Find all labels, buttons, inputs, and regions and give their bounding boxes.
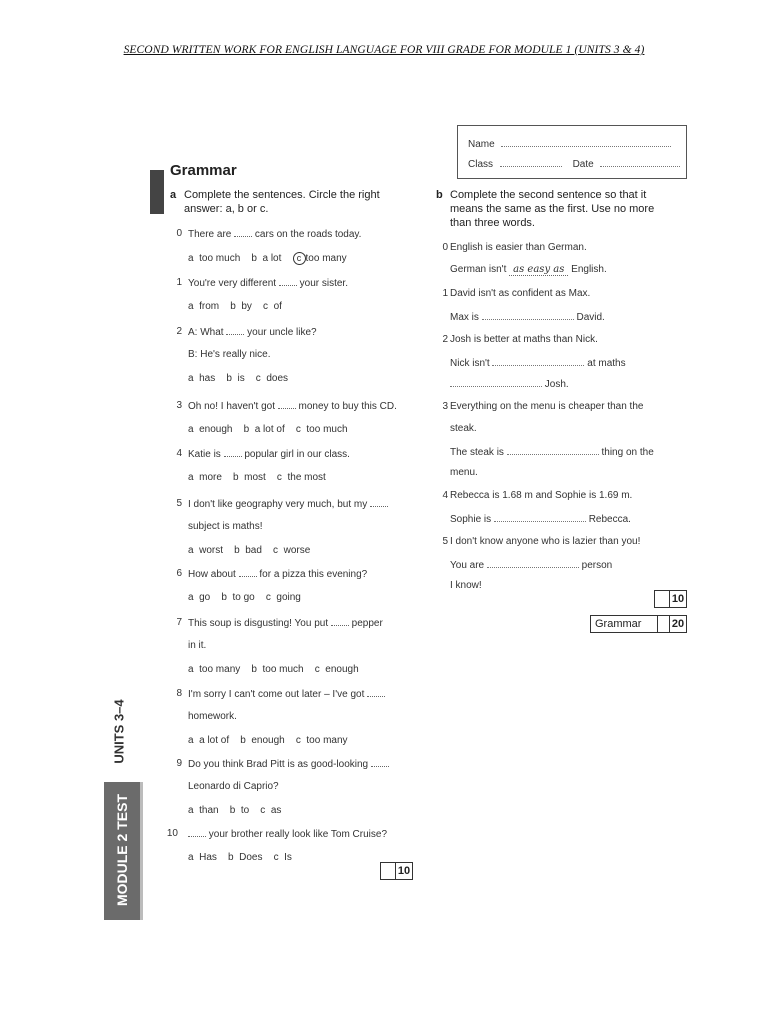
answer-prefix: Nick isn't xyxy=(450,358,490,369)
answer-blank[interactable] xyxy=(482,310,574,320)
answer-suffix: person xyxy=(581,560,613,571)
answer-suffix: at maths xyxy=(587,358,626,369)
answer-suffix: David. xyxy=(576,312,605,323)
question-text xyxy=(188,498,388,510)
question-text-after-blank: cars on the roads today. xyxy=(254,229,362,240)
answer-blank xyxy=(224,448,242,457)
part-a-score-blank[interactable] xyxy=(380,862,396,880)
answer-options[interactable] xyxy=(188,373,288,384)
question-number: 5 xyxy=(176,498,182,509)
units-tab xyxy=(108,690,130,780)
question-number: 8 xyxy=(176,688,182,699)
question-answer-line xyxy=(450,558,612,571)
question-text xyxy=(188,400,397,412)
part-b-instruction-line2: means the same as the first. Use no more xyxy=(450,203,655,215)
answer-continuation: I know! xyxy=(450,580,482,591)
part-b-score-blank[interactable] xyxy=(654,590,670,608)
answer-options-text: a Has b Does c Is xyxy=(188,852,292,863)
question-text-continued: homework. xyxy=(188,711,237,722)
question-text xyxy=(188,828,387,840)
module-tab-edge xyxy=(140,782,143,920)
part-b-instruction xyxy=(436,188,654,230)
question-number: 2 xyxy=(176,326,182,337)
question-text-continued: subject is maths! xyxy=(188,521,263,532)
answer-blank xyxy=(226,326,244,335)
answer-blank xyxy=(370,498,388,507)
answer-blank xyxy=(279,277,297,286)
question-number: 6 xyxy=(176,568,182,579)
answer-options[interactable] xyxy=(188,472,326,483)
section-number xyxy=(142,163,164,211)
question-text-before-blank: Katie is xyxy=(188,449,221,460)
answer-prefix: German isn't xyxy=(450,264,507,275)
question-text: English is easier than German. xyxy=(450,242,587,253)
question-text xyxy=(188,568,367,580)
answer-prefix: Sophie is xyxy=(450,514,492,525)
question-text-before-blank: There are xyxy=(188,229,232,240)
question-text-after-blank: for a pizza this evening? xyxy=(259,569,368,580)
part-a-letter: a xyxy=(170,189,177,201)
question-number: 7 xyxy=(176,617,182,628)
question-number: 10 xyxy=(166,828,178,839)
answer-options[interactable] xyxy=(188,805,281,816)
answer-suffix: Rebecca. xyxy=(588,514,631,525)
answer-prefix: You are xyxy=(450,560,485,571)
question-text: David isn't as confident as Max. xyxy=(450,288,591,299)
answer-options-text: a too much b a lot xyxy=(188,253,282,264)
answer-blank[interactable] xyxy=(450,377,542,387)
question-text-after-blank: pepper xyxy=(351,618,383,629)
question-number: 3 xyxy=(442,401,448,412)
units-label: UNITS 3–4 xyxy=(111,699,127,764)
question-text-before-blank: I'm sorry I can't come out later – I've got xyxy=(188,689,365,700)
question-text-after-blank: your uncle like? xyxy=(247,327,317,338)
answer-blank xyxy=(239,568,257,577)
question-text-after-blank: your brother really look like Tom Cruise? xyxy=(208,829,388,840)
answer-options-text: a than b to c as xyxy=(188,805,282,816)
question-number: 9 xyxy=(176,758,182,769)
question-text xyxy=(188,758,389,770)
name-row xyxy=(468,137,671,150)
answer-options[interactable] xyxy=(188,301,282,312)
question-text xyxy=(188,228,361,240)
name-field[interactable] xyxy=(501,137,671,147)
answer-blank xyxy=(331,617,349,626)
answer-continuation: Josh. xyxy=(544,379,569,390)
answer-options-text: a a lot of b enough c too many xyxy=(188,735,348,746)
answer-options-text: a worst b bad c worse xyxy=(188,545,311,556)
part-b-instruction-line3: than three words. xyxy=(450,217,535,229)
answer-prefix: Max is xyxy=(450,312,479,323)
answer-continuation: menu. xyxy=(450,467,478,478)
circled-answer-text: too many xyxy=(305,253,347,264)
question-text-before-blank: Do you think Brad Pitt is as good-looking xyxy=(188,759,369,770)
date-field[interactable] xyxy=(600,157,680,167)
question-text-before-blank: A: What xyxy=(188,327,224,338)
question-number: 1 xyxy=(176,277,182,288)
question-number: 3 xyxy=(176,400,182,411)
question-text-continued: B: He's really nice. xyxy=(188,349,271,360)
question-text-before-blank: How about xyxy=(188,569,236,580)
question-text-before-blank: You're very different xyxy=(188,278,277,289)
class-field[interactable] xyxy=(500,157,562,167)
question-text: Rebecca is 1.68 m and Sophie is 1.69 m. xyxy=(450,490,633,501)
grammar-total-score: 20 xyxy=(669,615,687,633)
question-number: 5 xyxy=(442,536,448,547)
section-heading: Grammar xyxy=(170,162,237,179)
question-text xyxy=(188,688,385,700)
question-answer-line xyxy=(450,264,607,276)
question-text: Josh is better at maths than Nick. xyxy=(450,334,598,345)
question-answer-continuation xyxy=(450,377,569,390)
question-text-before-blank: I don't like geography very much, but my xyxy=(188,499,368,510)
class-label: Class xyxy=(468,159,494,170)
class-date-row xyxy=(468,157,680,170)
question-text-continued: in it. xyxy=(188,640,207,651)
answer-options[interactable] xyxy=(188,852,292,863)
question-text-before-blank: This soup is disgusting! You put xyxy=(188,618,329,629)
answer-blank[interactable] xyxy=(494,512,586,522)
date-label: Date xyxy=(572,159,594,170)
answer-blank xyxy=(234,228,252,237)
part-a-score: 10 xyxy=(395,862,413,880)
question-text xyxy=(188,277,348,289)
answer-options-text: a enough b a lot of c too much xyxy=(188,424,348,435)
answer-blank xyxy=(188,828,206,837)
part-a-instruction-line2: answer: a, b or c. xyxy=(184,203,269,215)
question-number: 0 xyxy=(442,242,448,253)
answer-blank xyxy=(371,758,389,767)
part-b-score: 10 xyxy=(669,590,687,608)
answer-options-text: a from b by c of xyxy=(188,301,282,312)
document-title: SECOND WRITTEN WORK FOR ENGLISH LANGUAGE FOR VIII GRADE FOR MODULE 1 (UNITS 3 & 4) xyxy=(123,44,645,56)
question-text-cont: steak. xyxy=(450,423,477,434)
example-answer: as easy as xyxy=(509,264,568,276)
answer-options[interactable] xyxy=(188,592,301,603)
part-a-instruction-line1: Complete the sentences. Circle the right xyxy=(184,189,380,201)
answer-options[interactable] xyxy=(188,252,347,265)
answer-options-text: a has b is c does xyxy=(188,373,289,384)
name-label: Name xyxy=(468,139,495,150)
part-b-instruction-line1: Complete the second sentence so that it xyxy=(450,189,647,201)
answer-blank[interactable] xyxy=(507,445,599,455)
answer-suffix: thing on the xyxy=(601,447,654,458)
question-answer-line xyxy=(450,445,654,458)
answer-options[interactable] xyxy=(188,735,348,746)
answer-prefix: The steak is xyxy=(450,447,504,458)
question-number: 0 xyxy=(176,228,182,239)
question-text-after-blank: your sister. xyxy=(299,278,348,289)
question-number: 4 xyxy=(442,490,448,501)
question-text: Everything on the menu is cheaper than the xyxy=(450,401,644,412)
answer-options[interactable] xyxy=(188,664,359,675)
answer-blank xyxy=(367,688,385,697)
question-answer-line xyxy=(450,310,605,323)
question-text: I don't know anyone who is lazier than you! xyxy=(450,536,641,547)
part-b-letter: b xyxy=(436,189,443,201)
question-text xyxy=(188,617,383,629)
question-text xyxy=(188,448,350,460)
module-label: MODULE 2 TEST xyxy=(114,794,130,907)
answer-options-text: a go b to go c going xyxy=(188,592,301,603)
answer-blank[interactable] xyxy=(492,356,584,366)
answer-options-text: a more b most c the most xyxy=(188,472,326,483)
question-answer-line xyxy=(450,356,626,369)
answer-options[interactable] xyxy=(188,545,310,556)
question-text-after-blank: money to buy this CD. xyxy=(298,401,397,412)
answer-options-text: a too many b too much c enough xyxy=(188,664,359,675)
question-text-continued: Leonardo di Caprio? xyxy=(188,781,279,792)
answer-options[interactable] xyxy=(188,424,348,435)
question-number: 2 xyxy=(442,334,448,345)
student-info-box xyxy=(457,125,687,179)
question-text-after-blank: popular girl in our class. xyxy=(244,449,350,460)
answer-blank[interactable] xyxy=(487,558,579,568)
grammar-total-label: Grammar xyxy=(590,615,658,633)
question-number: 4 xyxy=(176,448,182,459)
question-number: 1 xyxy=(442,288,448,299)
answer-blank xyxy=(278,400,296,409)
question-text-before-blank: Oh no! I haven't got xyxy=(188,401,275,412)
question-text xyxy=(188,326,317,338)
circled-answer-letter: c xyxy=(293,252,306,265)
answer-suffix: English. xyxy=(571,264,607,275)
module-tab xyxy=(104,782,140,920)
question-answer-line xyxy=(450,512,631,525)
